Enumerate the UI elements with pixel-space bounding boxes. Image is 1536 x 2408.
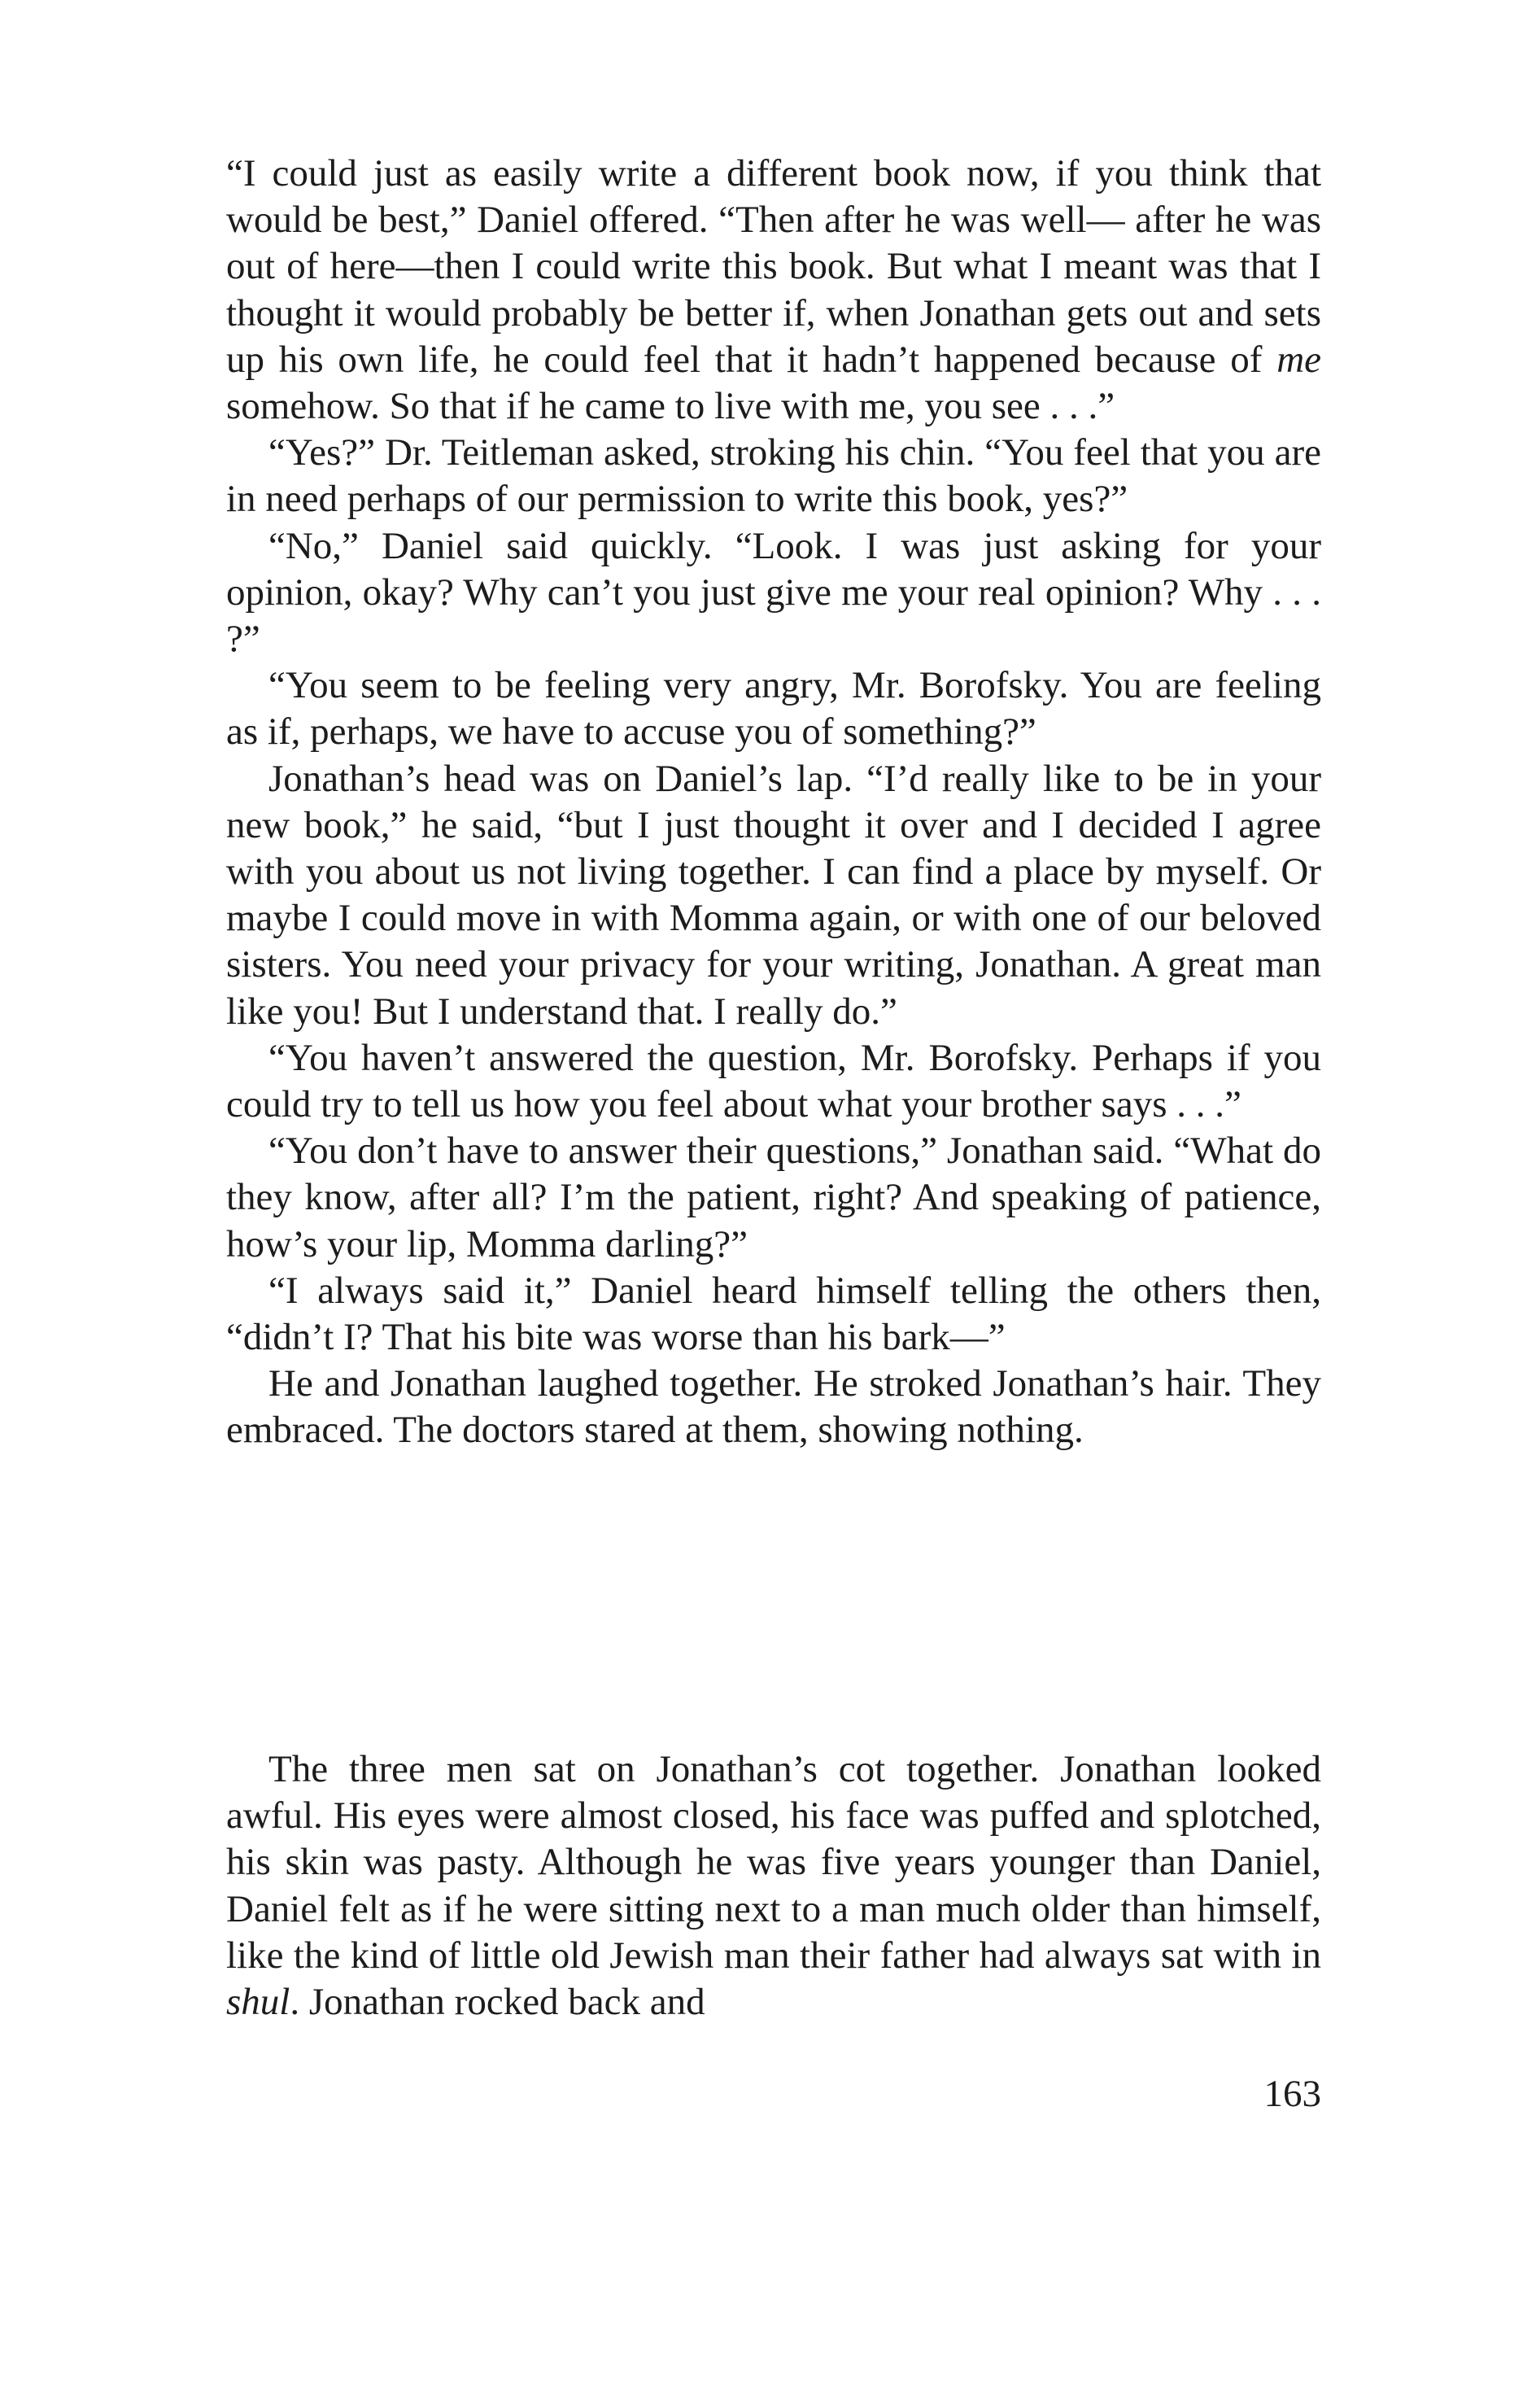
paragraph-8: “I always said it,” Daniel heard himself telling the others then, “didn’t I? That his bite was worse than his bark—” [226, 1269, 1321, 1359]
paragraph-7: “You don’t have to answer their questions,” Jonathan said. “What do they know, after all? I’m the patient, right? And speaking of patience, how’s your lip, Momma darling?” [226, 1130, 1321, 1265]
paragraph-1-tail: somehow. So that if he came to live with me, you see . . .” [226, 385, 1115, 428]
section-break-text-block [226, 1746, 1321, 2026]
paragraph-3: “No,” Daniel said quickly. “Look. I was just asking for your opinion, okay? Why can’t you just give me your real opinion? Why . . . ?” [226, 524, 1321, 661]
paragraph-9: He and Jonathan laughed together. He stroked Jonathan’s hair. They embraced. The doctors stared at them, showing nothing. [226, 1362, 1321, 1452]
paragraph-5: Jonathan’s head was on Daniel’s lap. “I’d really like to be in your new book,” he said, “but I just thought it over and I decided I agree with you about us not living together. I can find a place by myself. Or maybe I could move in with Momma again, or with one of our beloved sisters. You need your privacy for your writing, Jonathan. A great man like you! But I understand that. I really do.” [226, 757, 1321, 1033]
main-text-block [226, 151, 1321, 1454]
paragraph-1-italic: me [1276, 338, 1321, 381]
section-2-text: The three men sat on Jonathan’s cot together. Jonathan looked awful. His eyes were almost closed, his face was puffed and splotched, his skin was pasty. Although he was five years younger than Daniel, Daniel felt as if he were sitting next to a man much older than himself, like the kind of little old Jewish man their father had always sat with in [226, 1748, 1321, 1977]
paragraph-1 [226, 151, 1321, 430]
section-2-paragraph [226, 1746, 1321, 2026]
section-2-italic: shul [226, 1981, 290, 2024]
paragraph-2: “Yes?” Dr. Teitleman asked, stroking his chin. “You feel that you are in need perhaps of our permission to write this book, yes?” [226, 431, 1321, 521]
section-2-tail: . Jonathan rocked back and [290, 1981, 705, 2024]
page-number: 163 [1263, 2073, 1321, 2115]
paragraph-6: “You haven’t answered the question, Mr. Borofsky. Perhaps if you could try to tell us how you feel about what your brother says . . .” [226, 1036, 1321, 1126]
paragraph-4: “You seem to be feeling very angry, Mr. Borofsky. You are feeling as if, perhaps, we have to accuse you of something?” [226, 664, 1321, 754]
paragraph-1-text: “I could just as easily write a different book now, if you think that would be best,” Daniel offered. “Then after he was well— after he was out of here—then I could write this book. But what I meant was that I thought it would probably be better if, when Jonathan gets out and sets up his own life, he could feel that it hadn’t happened because of [226, 152, 1321, 381]
